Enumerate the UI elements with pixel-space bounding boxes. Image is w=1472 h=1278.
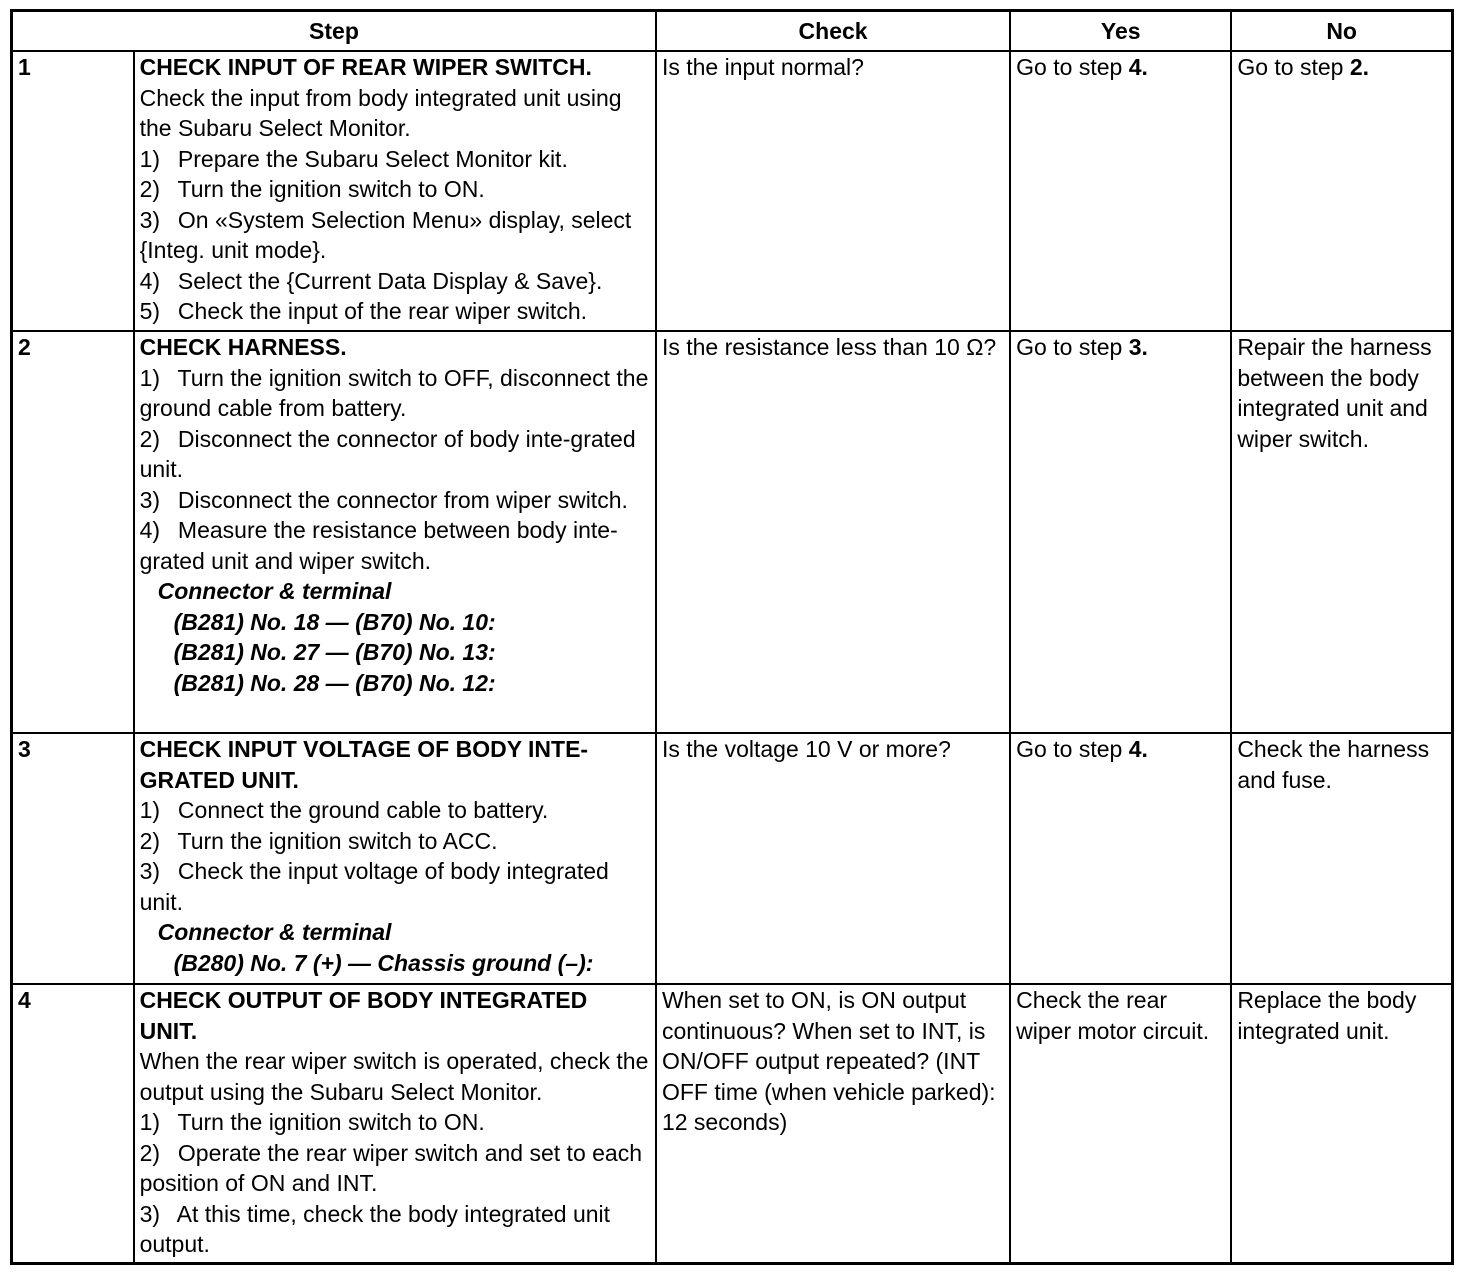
header-yes: Yes xyxy=(1010,11,1231,52)
substep: 4) Measure the resistance between body inte-grated unit and wiper switch. xyxy=(139,517,618,574)
connector-terminal: (B281) No. 18 — (B70) No. 10: xyxy=(173,608,496,635)
yes-text: Go to step xyxy=(1016,334,1129,360)
substep: 3) At this time, check the body integrated unit output. xyxy=(139,1200,611,1257)
step-title: CHECK INPUT VOLTAGE OF BODY INTE-GRATED UNIT. xyxy=(139,736,589,793)
step-title: CHECK OUTPUT OF BODY INTEGRATED UNIT. xyxy=(139,987,588,1044)
step-description xyxy=(134,984,656,1264)
substep: 2) Turn the ignition switch to ACC. xyxy=(139,827,498,854)
no-cell: Replace the body integrated unit. xyxy=(1231,984,1452,1264)
table-row xyxy=(12,51,1453,331)
step-description xyxy=(134,331,656,733)
yes-cell xyxy=(1010,51,1231,331)
check-cell: Is the input normal? xyxy=(656,51,1010,331)
step-number: 4 xyxy=(12,984,134,1264)
yes-cell xyxy=(1010,331,1231,733)
connector-terminal: (B281) No. 28 — (B70) No. 12: xyxy=(173,669,496,696)
step-number: 1 xyxy=(12,51,134,331)
connector-terminal: (B281) No. 27 — (B70) No. 13: xyxy=(173,639,496,665)
step-description xyxy=(134,51,656,331)
step-intro: Check the input from body integrated unit using the Subaru Select Monitor. xyxy=(139,84,622,141)
yes-step-ref: 3. xyxy=(1128,334,1148,360)
diagnostic-table xyxy=(10,9,1454,1265)
no-cell xyxy=(1231,51,1452,331)
step-intro: When the rear wiper switch is operated, check the output using the Subaru Select Monitor. xyxy=(139,1048,649,1105)
yes-cell xyxy=(1010,733,1231,984)
substep: 3) Check the input voltage of body integrated unit. xyxy=(139,858,609,915)
step-number: 2 xyxy=(12,331,134,733)
table-row xyxy=(12,984,1453,1264)
header-no: No xyxy=(1231,11,1452,52)
substep: 2) Operate the rear wiper switch and set to each position of ON and INT. xyxy=(139,1139,642,1196)
substep: 3) Disconnect the connector from wiper switch. xyxy=(139,486,628,513)
yes-text: Go to step xyxy=(1016,736,1129,762)
connector-heading: Connector & terminal xyxy=(157,578,392,604)
table-row xyxy=(12,733,1453,984)
connector-terminal: (B280) No. 7 (+) — Chassis ground (–): xyxy=(173,949,594,976)
substep: 3) On «System Selection Menu» display, select {Integ. unit mode}. xyxy=(139,206,632,263)
yes-step-ref: 4. xyxy=(1128,736,1148,762)
no-cell: Check the harness and fuse. xyxy=(1231,733,1452,984)
header-step: Step xyxy=(12,11,656,52)
yes-step-ref: 4. xyxy=(1128,54,1148,80)
step-number: 3 xyxy=(12,733,134,984)
substep: 1) Prepare the Subaru Select Monitor kit. xyxy=(139,145,568,172)
check-cell: Is the voltage 10 V or more? xyxy=(656,733,1010,984)
no-step-ref: 2. xyxy=(1349,54,1370,80)
substep: 1) Turn the ignition switch to ON. xyxy=(139,1109,485,1135)
no-cell: Repair the harness between the body integrated unit and wiper switch. xyxy=(1231,331,1452,733)
header-row xyxy=(12,11,1453,52)
table-row xyxy=(12,331,1453,733)
substep: 2) Disconnect the connector of body inte-grated unit. xyxy=(139,425,636,482)
check-cell: When set to ON, is ON output continuous? When set to INT, is ON/OFF output repeated? (INT OFF time (when vehicle parked): 12 seconds) xyxy=(656,984,1010,1264)
step-title: CHECK HARNESS. xyxy=(139,334,347,360)
yes-text: Go to step xyxy=(1016,54,1129,80)
substep: 5) Check the input of the rear wiper switch. xyxy=(139,298,587,324)
step-title: CHECK INPUT OF REAR WIPER SWITCH. xyxy=(139,54,592,80)
substep: 2) Turn the ignition switch to ON. xyxy=(139,176,485,202)
no-text: Go to step xyxy=(1237,54,1350,80)
substep: 4) Select the {Current Data Display & Save}. xyxy=(139,267,603,294)
check-cell: Is the resistance less than 10 Ω? xyxy=(656,331,1010,733)
connector-heading: Connector & terminal xyxy=(157,919,392,945)
substep: 1) Connect the ground cable to battery. xyxy=(139,797,549,823)
yes-cell: Check the rear wiper motor circuit. xyxy=(1010,984,1231,1264)
substep: 1) Turn the ignition switch to OFF, disconnect the ground cable from battery. xyxy=(139,364,649,421)
header-check: Check xyxy=(656,11,1010,52)
step-description xyxy=(134,733,656,984)
